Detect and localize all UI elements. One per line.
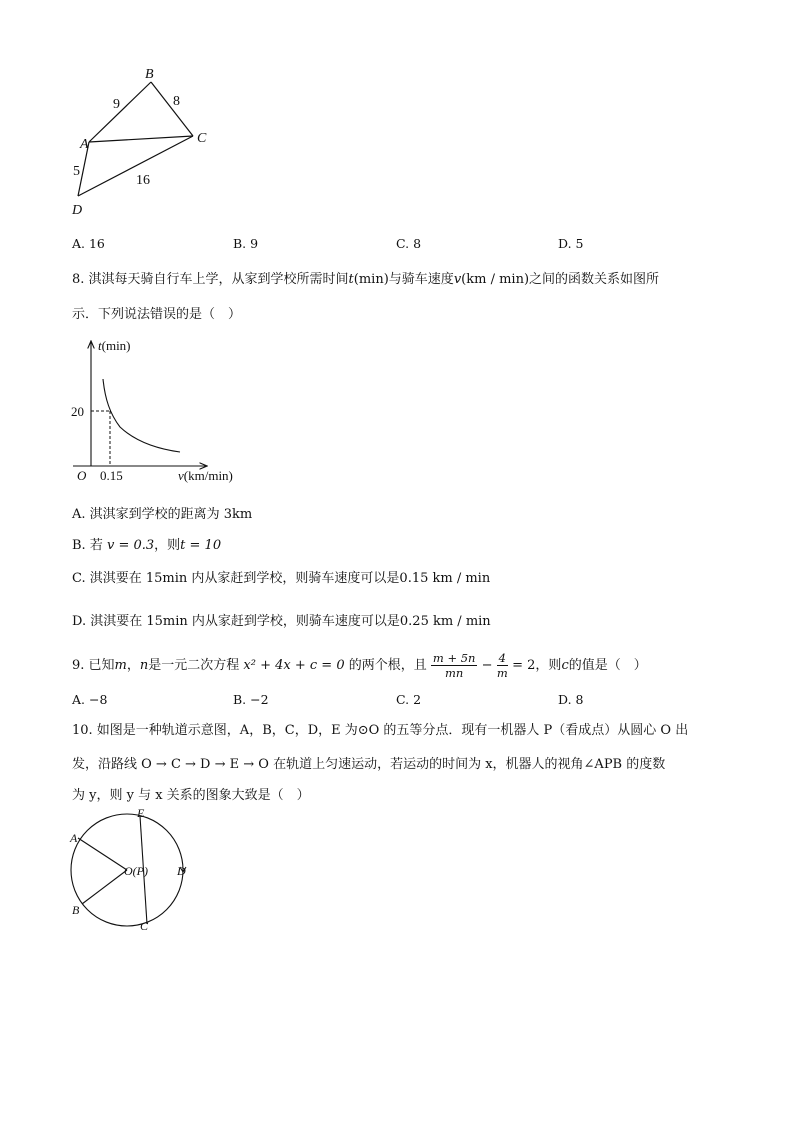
side-label-AB: 9 xyxy=(113,97,120,112)
q9-option-b[interactable]: B. −2 xyxy=(233,692,269,707)
label-A: A xyxy=(80,137,89,152)
q10-stem-line-2: 发，沿路线 O → C → D → E → O 在轨道上匀速运动，若运动的时间为 x，机器人的视角∠APB 的度数 xyxy=(72,757,666,772)
q10-stem-line-3: 为 y，则 y 与 x 关系的图象大致是（ ） xyxy=(72,788,310,803)
circle-label-O: O(P) xyxy=(124,864,148,878)
q7-quadrilateral-figure xyxy=(60,62,230,222)
side-label-BC: 8 xyxy=(173,94,180,109)
origin-label: O xyxy=(77,468,87,483)
q9-option-c[interactable]: C. 2 xyxy=(396,692,422,707)
q7-option-b[interactable]: B. 9 xyxy=(233,236,259,251)
x-axis-label: v(km/min) xyxy=(178,468,233,483)
segment-BC xyxy=(151,82,193,136)
circle-label-C: C xyxy=(140,919,149,933)
q9-equation: x² + 4x + c = 0 xyxy=(243,658,345,673)
q8-option-d[interactable]: D. 淇淇要在 15min 内从家赶到学校，则骑车速度可以是0.25 km / min xyxy=(72,614,491,629)
q7-option-a[interactable]: A. 16 xyxy=(72,236,105,251)
q9-option-d[interactable]: D. 8 xyxy=(558,692,584,707)
circle-label-D: D xyxy=(177,864,186,878)
q8-function-graph xyxy=(68,334,258,484)
q9-fraction-1: $\frac{m + 5n}{mn}$ xyxy=(432,651,476,680)
side-label-DC: 16 xyxy=(136,173,150,188)
label-D: D xyxy=(72,203,83,218)
q9-option-a[interactable]: A. −8 xyxy=(72,692,108,707)
hyperbola-curve xyxy=(103,379,180,452)
q7-option-d[interactable]: D. 5 xyxy=(558,236,584,251)
circle-label-A: A xyxy=(70,831,78,845)
segment-AC xyxy=(89,136,193,142)
q8-stem-line-2: 示．下列说法错误的是（ ） xyxy=(72,307,242,322)
label-C: C xyxy=(197,131,207,146)
segment-AO xyxy=(78,838,127,870)
q8-option-c[interactable]: C. 淇淇要在 15min 内从家赶到学校，则骑车速度可以是0.15 km / min xyxy=(72,571,491,586)
segment-BO xyxy=(82,870,127,904)
q8-stem-line-1: 8. 淇淇每天骑自行车上学，从家到学校所需时间t(min)与骑车速度v(km / min)之间的函数关系如图所 xyxy=(72,272,660,287)
q8-option-b[interactable]: B. 若 v = 0.3，则t = 10 xyxy=(72,538,222,553)
q10-stem-line-1: 10. 如图是一种轨道示意图，A，B，C，D，E 为⊙O 的五等分点．现有一机器人 P（看成点）从圆心 O 出 xyxy=(72,723,689,738)
q8-option-a[interactable]: A. 淇淇家到学校的距离为 3km xyxy=(72,507,253,522)
y-axis-label: t(min) xyxy=(98,338,131,353)
segment-AB xyxy=(89,82,151,142)
q7-option-c[interactable]: C. 8 xyxy=(396,236,422,251)
circle-label-B: B xyxy=(72,903,80,917)
x-tick-label: 0.15 xyxy=(100,468,123,483)
q9-stem: 9. 已知m，n是一元二次方程 x² + 4x + c = 0 的两个根，且 $\frac{m + 5n}{mn}$ − $\frac{4}{m}$ = 2，则c的值是（ ） xyxy=(72,651,647,680)
q9-fraction-2: $\frac{4}{m}$ xyxy=(496,651,508,680)
side-label-AD: 5 xyxy=(73,164,80,179)
label-B: B xyxy=(145,67,154,82)
circle-label-E: E xyxy=(137,808,145,820)
q10-circle-figure xyxy=(60,808,210,936)
y-tick-label: 20 xyxy=(71,404,84,419)
